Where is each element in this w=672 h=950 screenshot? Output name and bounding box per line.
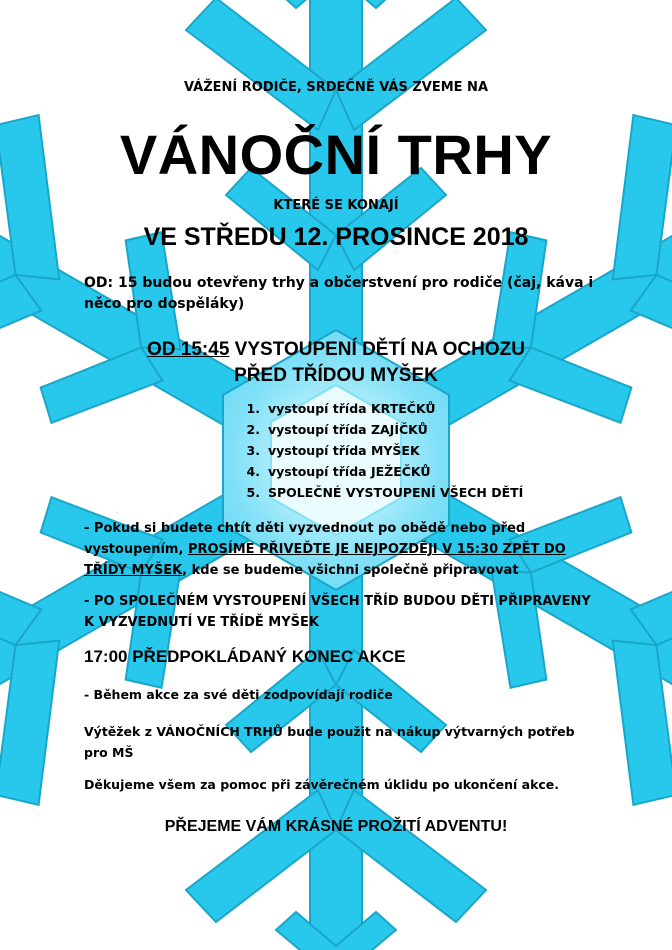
event-date: VE STŘEDU 12. PROSINCE 2018 [143,223,529,251]
page-title: VÁNOČNÍ TRHY [119,123,553,186]
performance-list [228,398,523,503]
list-item: 3. vystoupí třída MYŠEK [246,443,420,458]
responsibility-note: - Během akce za své děti zodpovídají rodiče [84,687,393,702]
list-item: 2. vystoupí třída ZAJÍČKŮ [246,422,428,437]
list-item: 5. SPOLEČNÉ VYSTOUPENÍ VŠECH DĚTÍ [246,485,524,500]
proceeds-note: Výtěžek z VÁNOČNÍCH TRHŮ bude použit na nákup výtvarných potřeb pro MŠ [84,724,575,760]
list-item: 1. vystoupí třída KRTEČKŮ [246,401,436,416]
performance-text: VYSTOUPENÍ DĚTÍ NA OCHOZU [229,339,525,360]
ready-notice: - PO SPOLEČNÉM VYSTOUPENÍ VŠECH TŘÍD BUDOU DĚTI PŘIPRAVENY K VYZVEDNUTÍ VE TŘÍDĚ MYŠEK [84,594,591,630]
greeting: VÁŽENÍ RODIČE, SRDEČNĚ VÁS ZVEME NA [183,80,488,95]
end-time: 17:00 PŘEDPOKLÁDANÝ KONEC AKCE [84,647,406,666]
advent-wish: PŘEJEME VÁM KRÁSNÉ PROŽITÍ ADVENTU! [164,818,508,835]
subtitle: KTERÉ SE KONAJÍ [273,198,399,213]
opening-info: OD: 15 budou otevřeny trhy a občerstvení pro rodiče (čaj, káva i něco pro dospěláky) [84,275,594,312]
performance-time: OD 15:45 [147,339,230,360]
pickup-deadline: PROSÍME PŘIVEĎTE JE NEJPOZDĚJI V 15:30 ZPĚT DO TŘÍDY MYŠEK [84,542,566,578]
performance-location: PŘED TŘÍDOU MYŠEK [234,365,438,386]
performance-heading [0,337,672,389]
thanks-note: Děkujeme všem za pomoc při závěrečném úklidu po ukončení akce. [84,777,560,792]
list-item: 4. vystoupí třída JEŽEČKŮ [246,464,431,479]
pickup-notice: - Pokud si budete chtít děti vyzvednout po obědě nebo před vystoupením, PROSÍME PŘIVEĎTE JE NEJPOZDĚJI V 15:30 ZPĚT DO TŘÍDY MYŠEK, kde se budeme všichni společně připravovat [84,521,566,578]
